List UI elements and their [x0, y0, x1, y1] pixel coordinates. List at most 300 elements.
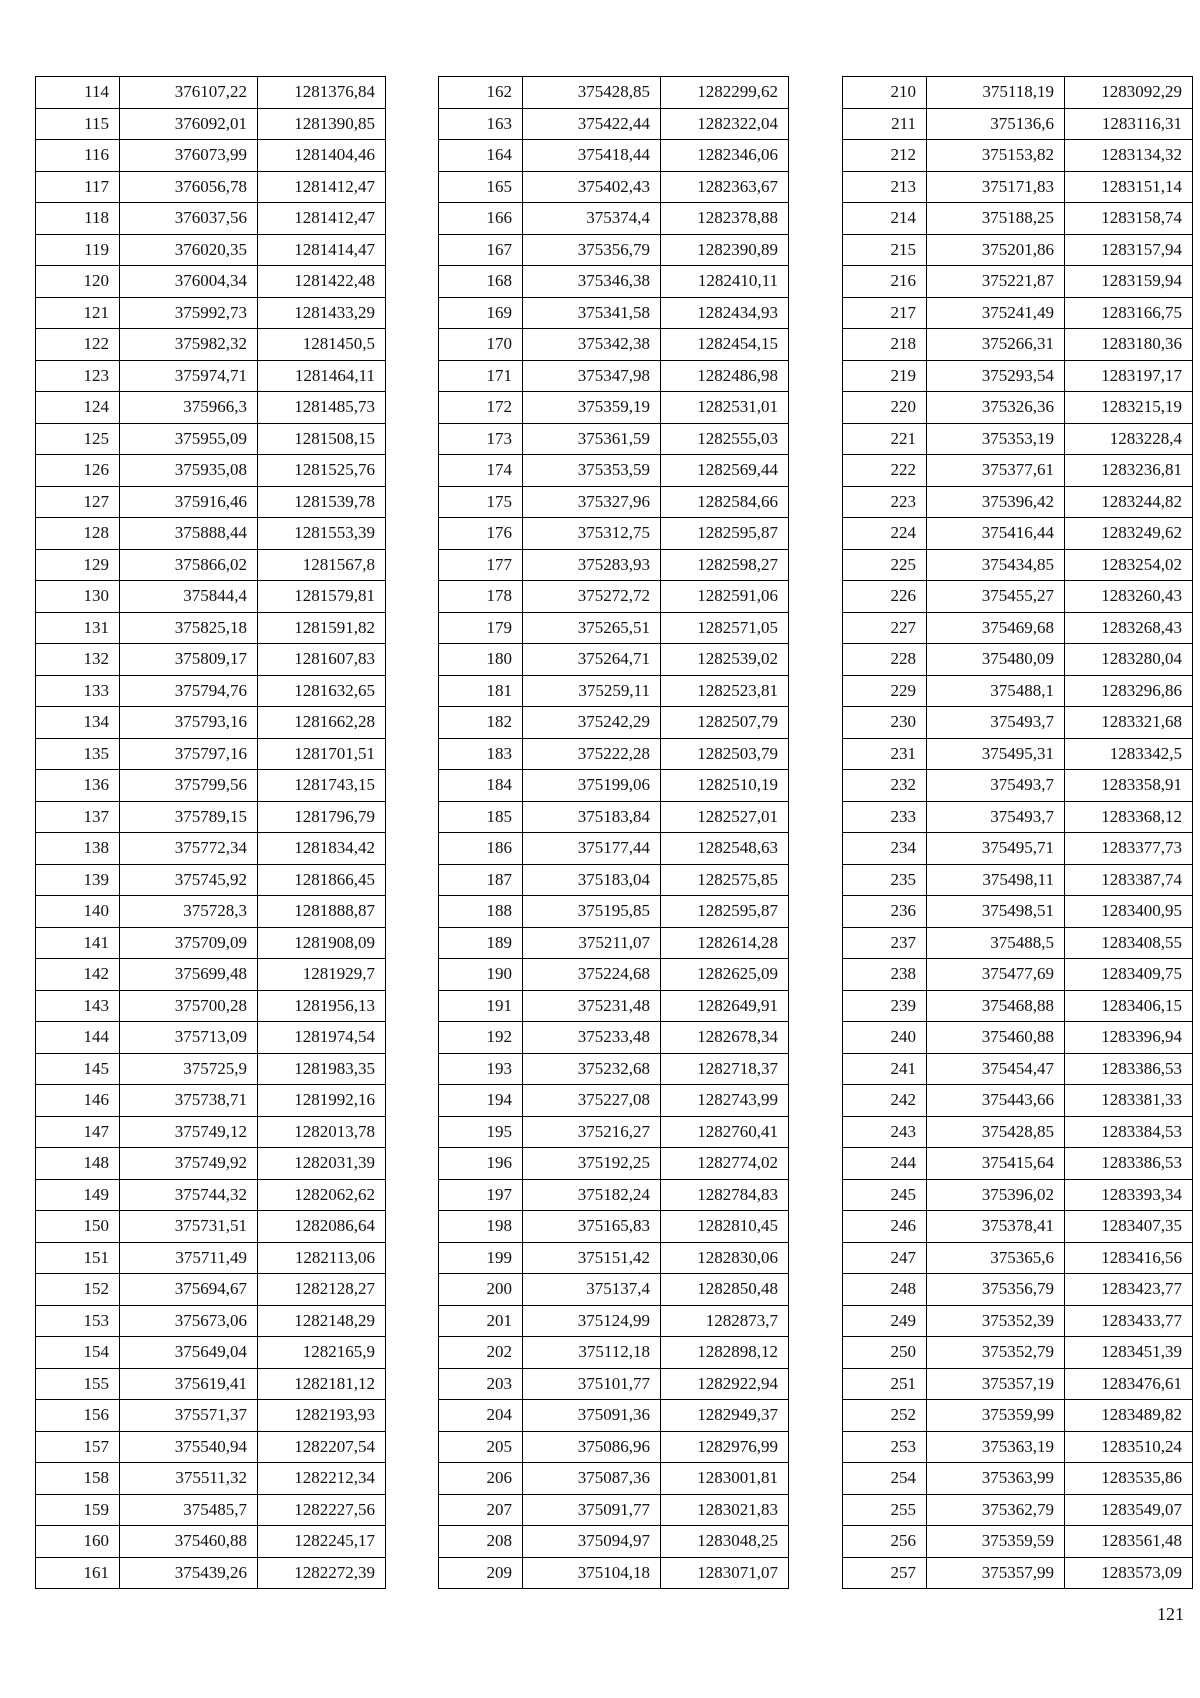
x-coordinate-cell: 375118,19	[927, 77, 1065, 109]
point-number-cell: 139	[36, 864, 120, 896]
y-coordinate-cell: 1282510,19	[661, 770, 789, 802]
point-number-cell: 194	[439, 1085, 523, 1117]
point-number-cell: 141	[36, 927, 120, 959]
y-coordinate-cell: 1282272,39	[258, 1557, 386, 1589]
table-row	[36, 423, 386, 455]
table-row	[36, 360, 386, 392]
point-number-cell: 184	[439, 770, 523, 802]
point-number-cell: 222	[843, 455, 927, 487]
table-row	[36, 77, 386, 109]
table-row	[36, 549, 386, 581]
point-number-cell: 204	[439, 1400, 523, 1432]
point-number-cell: 180	[439, 644, 523, 676]
x-coordinate-cell: 375935,08	[120, 455, 258, 487]
point-number-cell: 167	[439, 234, 523, 266]
x-coordinate-cell: 375266,31	[927, 329, 1065, 361]
y-coordinate-cell: 1282346,06	[661, 140, 789, 172]
table-row	[843, 1085, 1193, 1117]
x-coordinate-cell: 375182,24	[523, 1179, 661, 1211]
x-coordinate-cell: 375242,29	[523, 707, 661, 739]
point-number-cell: 209	[439, 1557, 523, 1589]
y-coordinate-cell: 1283423,77	[1065, 1274, 1193, 1306]
table-row	[439, 1463, 789, 1495]
point-number-cell: 208	[439, 1526, 523, 1558]
table-row	[439, 518, 789, 550]
x-coordinate-cell: 375809,17	[120, 644, 258, 676]
point-number-cell: 137	[36, 801, 120, 833]
table-row	[439, 455, 789, 487]
point-number-cell: 189	[439, 927, 523, 959]
x-coordinate-cell: 375233,48	[523, 1022, 661, 1054]
table-row	[36, 801, 386, 833]
x-coordinate-cell: 375738,71	[120, 1085, 258, 1117]
y-coordinate-cell: 1283249,62	[1065, 518, 1193, 550]
x-coordinate-cell: 375165,83	[523, 1211, 661, 1243]
x-coordinate-cell: 375346,38	[523, 266, 661, 298]
point-number-cell: 191	[439, 990, 523, 1022]
x-coordinate-cell: 376056,78	[120, 171, 258, 203]
x-coordinate-cell: 375488,1	[927, 675, 1065, 707]
point-number-cell: 197	[439, 1179, 523, 1211]
point-number-cell: 200	[439, 1274, 523, 1306]
table-row	[439, 171, 789, 203]
x-coordinate-cell: 375356,79	[927, 1274, 1065, 1306]
x-coordinate-cell: 375439,26	[120, 1557, 258, 1589]
y-coordinate-cell: 1281888,87	[258, 896, 386, 928]
point-number-cell: 187	[439, 864, 523, 896]
table-row	[36, 864, 386, 896]
table-row	[843, 360, 1193, 392]
point-number-cell: 130	[36, 581, 120, 613]
table-row	[36, 266, 386, 298]
y-coordinate-cell: 1282227,56	[258, 1494, 386, 1526]
y-coordinate-cell: 1282584,66	[661, 486, 789, 518]
x-coordinate-cell: 375232,68	[523, 1053, 661, 1085]
point-number-cell: 207	[439, 1494, 523, 1526]
y-coordinate-cell: 1281422,48	[258, 266, 386, 298]
y-coordinate-cell: 1282678,34	[661, 1022, 789, 1054]
y-coordinate-cell: 1283433,77	[1065, 1305, 1193, 1337]
table-row	[843, 1148, 1193, 1180]
y-coordinate-cell: 1282625,09	[661, 959, 789, 991]
y-coordinate-cell: 1283021,83	[661, 1494, 789, 1526]
point-number-cell: 234	[843, 833, 927, 865]
point-number-cell: 253	[843, 1431, 927, 1463]
x-coordinate-cell: 375283,93	[523, 549, 661, 581]
x-coordinate-cell: 375104,18	[523, 1557, 661, 1589]
table-row	[439, 1337, 789, 1369]
y-coordinate-cell: 1282531,01	[661, 392, 789, 424]
table-row	[36, 329, 386, 361]
point-number-cell: 192	[439, 1022, 523, 1054]
y-coordinate-cell: 1281412,47	[258, 171, 386, 203]
table-row	[843, 801, 1193, 833]
x-coordinate-cell: 375188,25	[927, 203, 1065, 235]
x-coordinate-cell: 375312,75	[523, 518, 661, 550]
x-coordinate-cell: 375443,66	[927, 1085, 1065, 1117]
y-coordinate-cell: 1283157,94	[1065, 234, 1193, 266]
x-coordinate-cell: 375982,32	[120, 329, 258, 361]
y-coordinate-cell: 1282598,27	[661, 549, 789, 581]
point-number-cell: 119	[36, 234, 120, 266]
table-row	[843, 738, 1193, 770]
table-row	[843, 518, 1193, 550]
x-coordinate-cell: 375151,42	[523, 1242, 661, 1274]
point-number-cell: 164	[439, 140, 523, 172]
table-row	[843, 770, 1193, 802]
y-coordinate-cell: 1283342,5	[1065, 738, 1193, 770]
x-coordinate-cell: 375402,43	[523, 171, 661, 203]
table-row	[36, 518, 386, 550]
x-coordinate-cell: 375326,36	[927, 392, 1065, 424]
y-coordinate-cell: 1282569,44	[661, 455, 789, 487]
point-number-cell: 255	[843, 1494, 927, 1526]
x-coordinate-cell: 375974,71	[120, 360, 258, 392]
point-number-cell: 168	[439, 266, 523, 298]
table-row	[439, 486, 789, 518]
y-coordinate-cell: 1283151,14	[1065, 171, 1193, 203]
table-row	[843, 612, 1193, 644]
table-row	[36, 896, 386, 928]
y-coordinate-cell: 1283393,34	[1065, 1179, 1193, 1211]
table-row	[439, 1368, 789, 1400]
y-coordinate-cell: 1281485,73	[258, 392, 386, 424]
table-row	[843, 707, 1193, 739]
table-row	[439, 581, 789, 613]
table-row	[36, 959, 386, 991]
x-coordinate-cell: 375434,85	[927, 549, 1065, 581]
point-number-cell: 151	[36, 1242, 120, 1274]
y-coordinate-cell: 1283197,17	[1065, 360, 1193, 392]
point-number-cell: 231	[843, 738, 927, 770]
y-coordinate-cell: 1283377,73	[1065, 833, 1193, 865]
x-coordinate-cell: 375137,4	[523, 1274, 661, 1306]
y-coordinate-cell: 1283368,12	[1065, 801, 1193, 833]
x-coordinate-cell: 375272,72	[523, 581, 661, 613]
y-coordinate-cell: 1281404,46	[258, 140, 386, 172]
point-number-cell: 196	[439, 1148, 523, 1180]
y-coordinate-cell: 1281866,45	[258, 864, 386, 896]
point-number-cell: 218	[843, 329, 927, 361]
x-coordinate-cell: 375378,41	[927, 1211, 1065, 1243]
y-coordinate-cell: 1281974,54	[258, 1022, 386, 1054]
x-coordinate-cell: 375359,99	[927, 1400, 1065, 1432]
table-row	[36, 833, 386, 865]
y-coordinate-cell: 1282207,54	[258, 1431, 386, 1463]
y-coordinate-cell: 1283134,32	[1065, 140, 1193, 172]
x-coordinate-cell: 375136,6	[927, 108, 1065, 140]
point-number-cell: 223	[843, 486, 927, 518]
y-coordinate-cell: 1282128,27	[258, 1274, 386, 1306]
x-coordinate-cell: 375844,4	[120, 581, 258, 613]
y-coordinate-cell: 1283048,25	[661, 1526, 789, 1558]
y-coordinate-cell: 1281992,16	[258, 1085, 386, 1117]
x-coordinate-cell: 375495,71	[927, 833, 1065, 865]
point-number-cell: 138	[36, 833, 120, 865]
table-row	[439, 990, 789, 1022]
x-coordinate-cell: 375866,02	[120, 549, 258, 581]
point-number-cell: 114	[36, 77, 120, 109]
x-coordinate-cell: 375416,44	[927, 518, 1065, 550]
point-number-cell: 247	[843, 1242, 927, 1274]
table-row	[439, 738, 789, 770]
x-coordinate-cell: 375498,51	[927, 896, 1065, 928]
point-number-cell: 148	[36, 1148, 120, 1180]
point-number-cell: 162	[439, 77, 523, 109]
table-row	[843, 297, 1193, 329]
table-row	[843, 833, 1193, 865]
point-number-cell: 125	[36, 423, 120, 455]
x-coordinate-cell: 375619,41	[120, 1368, 258, 1400]
point-number-cell: 149	[36, 1179, 120, 1211]
y-coordinate-cell: 1283489,82	[1065, 1400, 1193, 1432]
x-coordinate-cell: 375091,77	[523, 1494, 661, 1526]
x-coordinate-cell: 375700,28	[120, 990, 258, 1022]
table-row	[843, 1242, 1193, 1274]
table-row	[843, 1211, 1193, 1243]
y-coordinate-cell: 1283236,81	[1065, 455, 1193, 487]
x-coordinate-cell: 375495,31	[927, 738, 1065, 770]
point-number-cell: 116	[36, 140, 120, 172]
y-coordinate-cell: 1282193,93	[258, 1400, 386, 1432]
point-number-cell: 202	[439, 1337, 523, 1369]
y-coordinate-cell: 1283387,74	[1065, 864, 1193, 896]
x-coordinate-cell: 375498,11	[927, 864, 1065, 896]
y-coordinate-cell: 1282595,87	[661, 518, 789, 550]
table-row	[439, 1557, 789, 1589]
table-row	[843, 1494, 1193, 1526]
table-row	[843, 140, 1193, 172]
y-coordinate-cell: 1283510,24	[1065, 1431, 1193, 1463]
point-number-cell: 176	[439, 518, 523, 550]
table-row	[439, 1053, 789, 1085]
table-row	[439, 1148, 789, 1180]
table-row	[843, 1368, 1193, 1400]
point-number-cell: 150	[36, 1211, 120, 1243]
x-coordinate-cell: 375359,59	[927, 1526, 1065, 1558]
table-row	[36, 581, 386, 613]
y-coordinate-cell: 1282212,34	[258, 1463, 386, 1495]
x-coordinate-cell: 375293,54	[927, 360, 1065, 392]
y-coordinate-cell: 1283406,15	[1065, 990, 1193, 1022]
y-coordinate-cell: 1282181,12	[258, 1368, 386, 1400]
x-coordinate-cell: 375793,16	[120, 707, 258, 739]
point-number-cell: 238	[843, 959, 927, 991]
point-number-cell: 199	[439, 1242, 523, 1274]
x-coordinate-cell: 375352,79	[927, 1337, 1065, 1369]
y-coordinate-cell: 1282031,39	[258, 1148, 386, 1180]
y-coordinate-cell: 1283071,07	[661, 1557, 789, 1589]
point-number-cell: 169	[439, 297, 523, 329]
point-number-cell: 171	[439, 360, 523, 392]
x-coordinate-cell: 375192,25	[523, 1148, 661, 1180]
y-coordinate-cell: 1282873,7	[661, 1305, 789, 1337]
table-row	[439, 1211, 789, 1243]
x-coordinate-cell: 375124,99	[523, 1305, 661, 1337]
point-number-cell: 205	[439, 1431, 523, 1463]
x-coordinate-cell: 375713,09	[120, 1022, 258, 1054]
y-coordinate-cell: 1283166,75	[1065, 297, 1193, 329]
y-coordinate-cell: 1281908,09	[258, 927, 386, 959]
y-coordinate-cell: 1282539,02	[661, 644, 789, 676]
table-row	[36, 486, 386, 518]
y-coordinate-cell: 1283407,35	[1065, 1211, 1193, 1243]
point-number-cell: 257	[843, 1557, 927, 1589]
y-coordinate-cell: 1283116,31	[1065, 108, 1193, 140]
y-coordinate-cell: 1282245,17	[258, 1526, 386, 1558]
x-coordinate-cell: 375422,44	[523, 108, 661, 140]
y-coordinate-cell: 1282743,99	[661, 1085, 789, 1117]
y-coordinate-cell: 1282486,98	[661, 360, 789, 392]
point-number-cell: 245	[843, 1179, 927, 1211]
point-number-cell: 185	[439, 801, 523, 833]
x-coordinate-cell: 375353,59	[523, 455, 661, 487]
point-number-cell: 123	[36, 360, 120, 392]
point-number-cell: 232	[843, 770, 927, 802]
table-row	[439, 1494, 789, 1526]
table-row	[439, 1274, 789, 1306]
table-row	[439, 1179, 789, 1211]
y-coordinate-cell: 1281553,39	[258, 518, 386, 550]
table-row	[843, 1463, 1193, 1495]
point-number-cell: 237	[843, 927, 927, 959]
table-row	[439, 612, 789, 644]
table-row	[36, 1557, 386, 1589]
x-coordinate-cell: 375094,97	[523, 1526, 661, 1558]
point-number-cell: 224	[843, 518, 927, 550]
y-coordinate-cell: 1282390,89	[661, 234, 789, 266]
point-number-cell: 244	[843, 1148, 927, 1180]
y-coordinate-cell: 1281632,65	[258, 675, 386, 707]
point-number-cell: 165	[439, 171, 523, 203]
table-row	[36, 1274, 386, 1306]
table-row	[843, 1274, 1193, 1306]
point-number-cell: 153	[36, 1305, 120, 1337]
y-coordinate-cell: 1282850,48	[661, 1274, 789, 1306]
point-number-cell: 131	[36, 612, 120, 644]
x-coordinate-cell: 375241,49	[927, 297, 1065, 329]
point-number-cell: 152	[36, 1274, 120, 1306]
x-coordinate-cell: 375177,44	[523, 833, 661, 865]
x-coordinate-cell: 375428,85	[523, 77, 661, 109]
y-coordinate-cell: 1283476,61	[1065, 1368, 1193, 1400]
x-coordinate-cell: 375460,88	[927, 1022, 1065, 1054]
x-coordinate-cell: 375745,92	[120, 864, 258, 896]
table-row	[439, 927, 789, 959]
point-number-cell: 142	[36, 959, 120, 991]
x-coordinate-cell: 375468,88	[927, 990, 1065, 1022]
x-coordinate-cell: 375480,09	[927, 644, 1065, 676]
point-number-cell: 115	[36, 108, 120, 140]
point-number-cell: 133	[36, 675, 120, 707]
table-row	[843, 1557, 1193, 1589]
table-row	[843, 77, 1193, 109]
table-row	[36, 675, 386, 707]
x-coordinate-cell: 375396,42	[927, 486, 1065, 518]
y-coordinate-cell: 1283268,43	[1065, 612, 1193, 644]
table-row	[36, 1148, 386, 1180]
point-number-cell: 121	[36, 297, 120, 329]
table-row	[439, 360, 789, 392]
x-coordinate-cell: 376092,01	[120, 108, 258, 140]
x-coordinate-cell: 375916,46	[120, 486, 258, 518]
point-number-cell: 243	[843, 1116, 927, 1148]
x-coordinate-cell: 375749,12	[120, 1116, 258, 1148]
y-coordinate-cell: 1283381,33	[1065, 1085, 1193, 1117]
y-coordinate-cell: 1283408,55	[1065, 927, 1193, 959]
y-coordinate-cell: 1281433,29	[258, 297, 386, 329]
y-coordinate-cell: 1283180,36	[1065, 329, 1193, 361]
y-coordinate-cell: 1282571,05	[661, 612, 789, 644]
table-row	[843, 392, 1193, 424]
point-number-cell: 134	[36, 707, 120, 739]
table-row	[843, 581, 1193, 613]
point-number-cell: 166	[439, 203, 523, 235]
table-row	[439, 423, 789, 455]
table-row	[36, 1085, 386, 1117]
point-number-cell: 235	[843, 864, 927, 896]
y-coordinate-cell: 1283384,53	[1065, 1116, 1193, 1148]
x-coordinate-cell: 375259,11	[523, 675, 661, 707]
table-row	[439, 864, 789, 896]
table-row	[36, 140, 386, 172]
x-coordinate-cell: 375488,5	[927, 927, 1065, 959]
table-row	[439, 549, 789, 581]
table-row	[843, 266, 1193, 298]
point-number-cell: 183	[439, 738, 523, 770]
table-row	[36, 1494, 386, 1526]
point-number-cell: 210	[843, 77, 927, 109]
point-number-cell: 174	[439, 455, 523, 487]
x-coordinate-cell: 375183,04	[523, 864, 661, 896]
point-number-cell: 136	[36, 770, 120, 802]
table-row	[36, 1179, 386, 1211]
x-coordinate-cell: 375749,92	[120, 1148, 258, 1180]
point-number-cell: 201	[439, 1305, 523, 1337]
x-coordinate-cell: 375888,44	[120, 518, 258, 550]
table-row	[36, 1211, 386, 1243]
x-coordinate-cell: 375201,86	[927, 234, 1065, 266]
point-number-cell: 227	[843, 612, 927, 644]
y-coordinate-cell: 1282614,28	[661, 927, 789, 959]
point-number-cell: 156	[36, 1400, 120, 1432]
y-coordinate-cell: 1283535,86	[1065, 1463, 1193, 1495]
point-number-cell: 225	[843, 549, 927, 581]
point-number-cell: 241	[843, 1053, 927, 1085]
x-coordinate-cell: 375171,83	[927, 171, 1065, 203]
point-number-cell: 206	[439, 1463, 523, 1495]
y-coordinate-cell: 1283296,86	[1065, 675, 1193, 707]
table-row	[439, 896, 789, 928]
table-row	[843, 896, 1193, 928]
x-coordinate-cell: 375799,56	[120, 770, 258, 802]
point-number-cell: 124	[36, 392, 120, 424]
table-row	[843, 486, 1193, 518]
point-number-cell: 163	[439, 108, 523, 140]
table-row	[439, 77, 789, 109]
table-row	[439, 1305, 789, 1337]
x-coordinate-cell: 375342,38	[523, 329, 661, 361]
table-row	[439, 1022, 789, 1054]
x-coordinate-cell: 375153,82	[927, 140, 1065, 172]
point-number-cell: 159	[36, 1494, 120, 1526]
x-coordinate-cell: 375231,48	[523, 990, 661, 1022]
x-coordinate-cell: 375725,9	[120, 1053, 258, 1085]
table-row	[36, 707, 386, 739]
x-coordinate-cell: 375772,34	[120, 833, 258, 865]
table-row	[843, 1053, 1193, 1085]
x-coordinate-cell: 375428,85	[927, 1116, 1065, 1148]
